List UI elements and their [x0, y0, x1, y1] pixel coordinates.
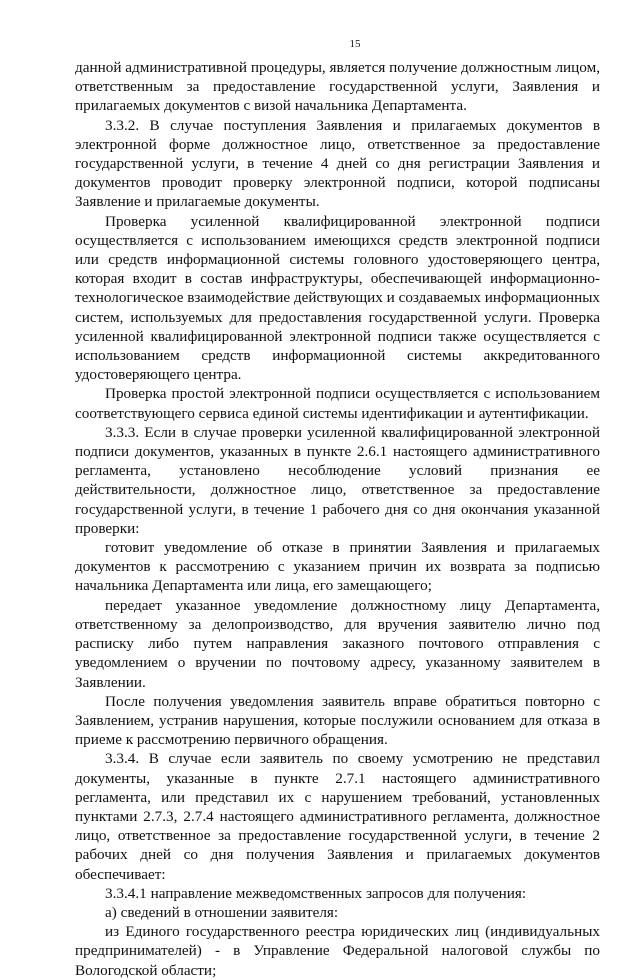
paragraph-3-3-4: 3.3.4. В случае если заявитель по своему усмотрению не представил документы, указанные в пункте 2.7.1 настоящего административного регламента, или представил их с нарушением требований, установленных пунктами 2.7.3, 2.7.4 настоящего административного регламента, должностное лицо, ответственное за предоставление государственной услуги, в течение 2 рабочих дней со дня получения Заявления и прилагаемых документов обеспечивает:	[75, 750, 600, 883]
paragraph-transfers-notice: передает указанное уведомление должностному лицу Департамента, ответственному за делопроизводство, для вручения заявителю лично под расписку либо путем направления заказного почтового отправления с уведомлением о вручении по почтовому адресу, указанному заявителем в Заявлении.	[75, 596, 600, 691]
page-number: 15	[349, 38, 361, 50]
paragraph-qualified-signature-check: Проверка усиленной квалифицированной электронной подписи осуществляется с использованием имеющихся средств электронной подписи или средств информационной системы головного удостоверяющего центра, которая входит в состав инфраструктуры, обеспечивающей информационно-технологическое взаимодействие действующих и создаваемых информационных систем, используемых для предоставления государственной услуги. Проверка усиленной квалифицированной электронной подписи также осуществляется с использованием средств информационной системы аккредитованного удостоверяющего центра.	[75, 212, 600, 384]
paragraph-continuation: данной административной процедуры, является получение должностным лицом, ответственным за предоставление государственной услуги, Заявления и прилагаемых документов с визой начальника Департамента.	[75, 59, 600, 115]
paragraph-3-3-3: 3.3.3. Если в случае проверки усиленной квалифицированной электронной подписи документов, указанных в пункте 2.6.1 настоящего административного регламента, установлено несоблюдение условий признания ее действительности, должностное лицо, ответственное за предоставление государственной услуги, в течение 1 рабочего дня со дня окончания указанной проверки:	[75, 423, 600, 537]
paragraph-reapply: После получения уведомления заявитель вправе обратиться повторно с Заявлением, устранив нарушения, которые послужили основанием для отказа в приеме к рассмотрению первичного обращения.	[75, 692, 600, 749]
paragraph-simple-signature-check: Проверка простой электронной подписи осуществляется с использованием соответствующего сервиса единой системы идентификации и аутентификации.	[75, 385, 600, 422]
document-body	[75, 58, 600, 980]
paragraph-3-3-2: 3.3.2. В случае поступления Заявления и прилагаемых документов в электронной форме должностное лицо, ответственное за предоставление государственной услуги, в течение 4 дней со дня регистрации Заявления и документов проводит проверку электронной подписи, которой подписаны Заявление и прилагаемые документы.	[75, 116, 600, 211]
paragraph-3-3-4-1: 3.3.4.1 направление межведомственных запросов для получения:	[105, 884, 527, 902]
paragraph-prepares-notice: готовит уведомление об отказе в принятии Заявления и прилагаемых документов к рассмотрению с указанием причин их возврата за подписью начальника Департамента или лица, его замещающего;	[75, 539, 600, 595]
paragraph-item-a: а) сведений в отношении заявителя:	[105, 903, 339, 921]
paragraph-egrul: из Единого государственного реестра юридических лиц (индивидуальных предпринимателей) - в Управление Федеральной налоговой службы по Вологодской области;	[75, 923, 600, 979]
